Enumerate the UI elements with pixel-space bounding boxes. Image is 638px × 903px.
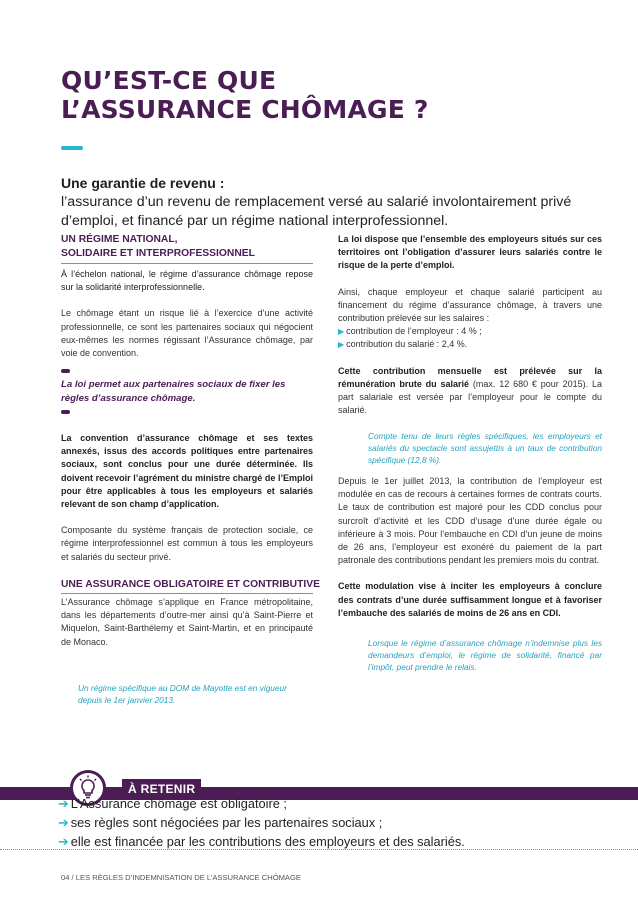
page-title bbox=[61, 66, 429, 124]
page-title-line1: QU’EST-CE QUE bbox=[61, 66, 277, 95]
section-title-regime-line1: UN RÉGIME NATIONAL, bbox=[61, 234, 178, 245]
law-quote: La loi permet aux partenaires sociaux de fixer les règles d’assurance chômage. bbox=[61, 379, 286, 404]
arrow-right-icon: ➔ bbox=[58, 834, 69, 849]
page-title-line2: L’ASSURANCE CHÔMAGE ? bbox=[61, 95, 429, 124]
arrow-right-icon: ➔ bbox=[58, 815, 69, 830]
financement-paragraph: Ainsi, chaque employeur et chaque salarié participent au financement du régime d’assurance chômage, à travers une contribution prélevée sur les salaires : bbox=[338, 286, 602, 324]
page-footer: 04 / LES RÈGLES D’INDEMNISATION DE L’ASSURANCE CHÔMAGE bbox=[61, 873, 301, 882]
contribution-list bbox=[338, 325, 602, 351]
list-item-text: contribution de l’employeur : 4 % ; bbox=[346, 326, 482, 337]
obligatoire-paragraph: L’Assurance chômage s’applique en France métropolitaine, dans les départements d’outre-mer ainsi qu’à Saint-Pierre et Miquelon, Saint-Barthélemy et Saint-Martin, et en principauté de Monaco. bbox=[61, 597, 313, 647]
list-item-text: ses règles sont négociées par les partenaires sociaux ; bbox=[70, 815, 383, 830]
triangle-bullet-icon: ▶ bbox=[338, 340, 345, 350]
contribution-paragraph bbox=[338, 365, 602, 418]
regime-paragraph: Le chômage étant un risque lié à l’exercice d’une activité professionnelle, ce sont les partenaires sociaux qui négocient eux-mêmes les normes régissant l’Assurance chômage, par voie de convention. bbox=[61, 308, 313, 359]
composante-paragraph: Composante du système français de protection sociale, ce régime interprofessionnel est commun à tous les employeurs et salariés du secteur privé. bbox=[61, 525, 313, 562]
intro-label: Une garantie de revenu : bbox=[61, 175, 225, 191]
list-item bbox=[338, 338, 602, 351]
retenir-list bbox=[58, 794, 465, 851]
retenir-label: À RETENIR bbox=[122, 779, 201, 799]
mayotte-note-line2: depuis le 1er janvier 2013. bbox=[78, 695, 176, 705]
list-item bbox=[58, 794, 465, 813]
right-column-lower bbox=[338, 475, 602, 620]
footer-divider bbox=[0, 849, 638, 850]
regime-lead: À l’échelon national, le régime d’assurance chômage repose sur la solidarité interprofessionnelle. bbox=[61, 269, 313, 293]
right-column bbox=[338, 233, 602, 417]
spectacle-note: Compte tenu de leurs règles spécifiques, les employeurs et salariés du spectacle sont assujettis à un taux de contribution spécifique (12,8 %). bbox=[368, 431, 602, 465]
contribution-bold: Cette contribution mensuelle est prélevée sur la rémunération brute du salarié bbox=[338, 365, 602, 389]
left-column bbox=[61, 233, 313, 360]
modulation-paragraph: Cette modulation vise à inciter les employeurs à conclure des contrats d’une durée suffisamment longue et à favoriser l’embauche des salariés de moins de 26 ans en CDI. bbox=[338, 581, 602, 618]
mayotte-note bbox=[78, 682, 313, 706]
convention-paragraph: La convention d’assurance chômage et ses textes annexés, issus des accords politiques entre partenaires sociaux, sont conclus pour une durée déterminée. Ils doivent recevoir l’agrément du ministre chargé de l’Emploi pour être applicables à tous les employeurs et salariés relevant de son champ d’application. bbox=[61, 433, 313, 510]
list-item bbox=[58, 813, 465, 832]
intro-text: l’assurance d’un revenu de remplacement versé au salarié involontairement privé d’emploi, et financé par un régime national interprofessionnel. bbox=[61, 194, 572, 229]
list-item bbox=[338, 325, 602, 338]
section-title-regime-line2: SOLIDAIRE ET INTERPROFESSIONNEL bbox=[61, 248, 255, 259]
title-underline bbox=[61, 146, 83, 150]
arrow-right-icon: ➔ bbox=[58, 796, 69, 811]
depuis-paragraph: Depuis le 1er juillet 2013, la contribution de l’employeur est modulée en cas de recours à certaines formes de contrats courts. Le taux de contribution est majoré pour les CDD conclus pour surcroît d’activité et les CDD d’usage d’une durée égale ou inférieure à 3 mois. Pour l’embauche en CDI d’un jeune de moins de 26 ans, l’employeur est exonéré du paiement de la part patronale des contributions pendant les premiers mois du contrat. bbox=[338, 476, 602, 566]
quote-dash-bottom bbox=[61, 410, 70, 414]
mayotte-note-line1: Un régime spécifique au DOM de Mayotte est en vigueur bbox=[78, 683, 287, 693]
list-item-text: contribution du salarié : 2,4 %. bbox=[346, 339, 468, 350]
section-rule bbox=[61, 593, 313, 594]
triangle-bullet-icon: ▶ bbox=[338, 327, 345, 337]
section-title-obligatoire: UNE ASSURANCE OBLIGATOIRE ET CONTRIBUTIVE bbox=[61, 579, 320, 590]
section-rule bbox=[61, 263, 313, 264]
contribution-rest: (max. 12 680 € pour 2015). La part salariale est versée par l’employeur pour le compte du salarié. bbox=[338, 378, 602, 416]
solidarite-note: Lorsque le régime d’assurance chômage n’indemnise plus les demandeurs d’emploi, le régime de solidarité, financé par l’impôt, peut prendre le relais. bbox=[368, 638, 602, 672]
quote-dash-top bbox=[61, 369, 70, 373]
left-section2 bbox=[61, 578, 320, 649]
left-column-lower bbox=[61, 432, 313, 564]
section-title-regime bbox=[61, 233, 313, 261]
list-item-text: L’Assurance chômage est obligatoire ; bbox=[70, 796, 287, 811]
list-item-text: elle est financée par les contributions des employeurs et des salariés. bbox=[70, 834, 465, 849]
loi-paragraph: La loi dispose que l’ensemble des employeurs situés sur ces territoires ont l’obligation d’assurer leurs salariés contre le risque de la perte d’emploi. bbox=[338, 234, 602, 271]
